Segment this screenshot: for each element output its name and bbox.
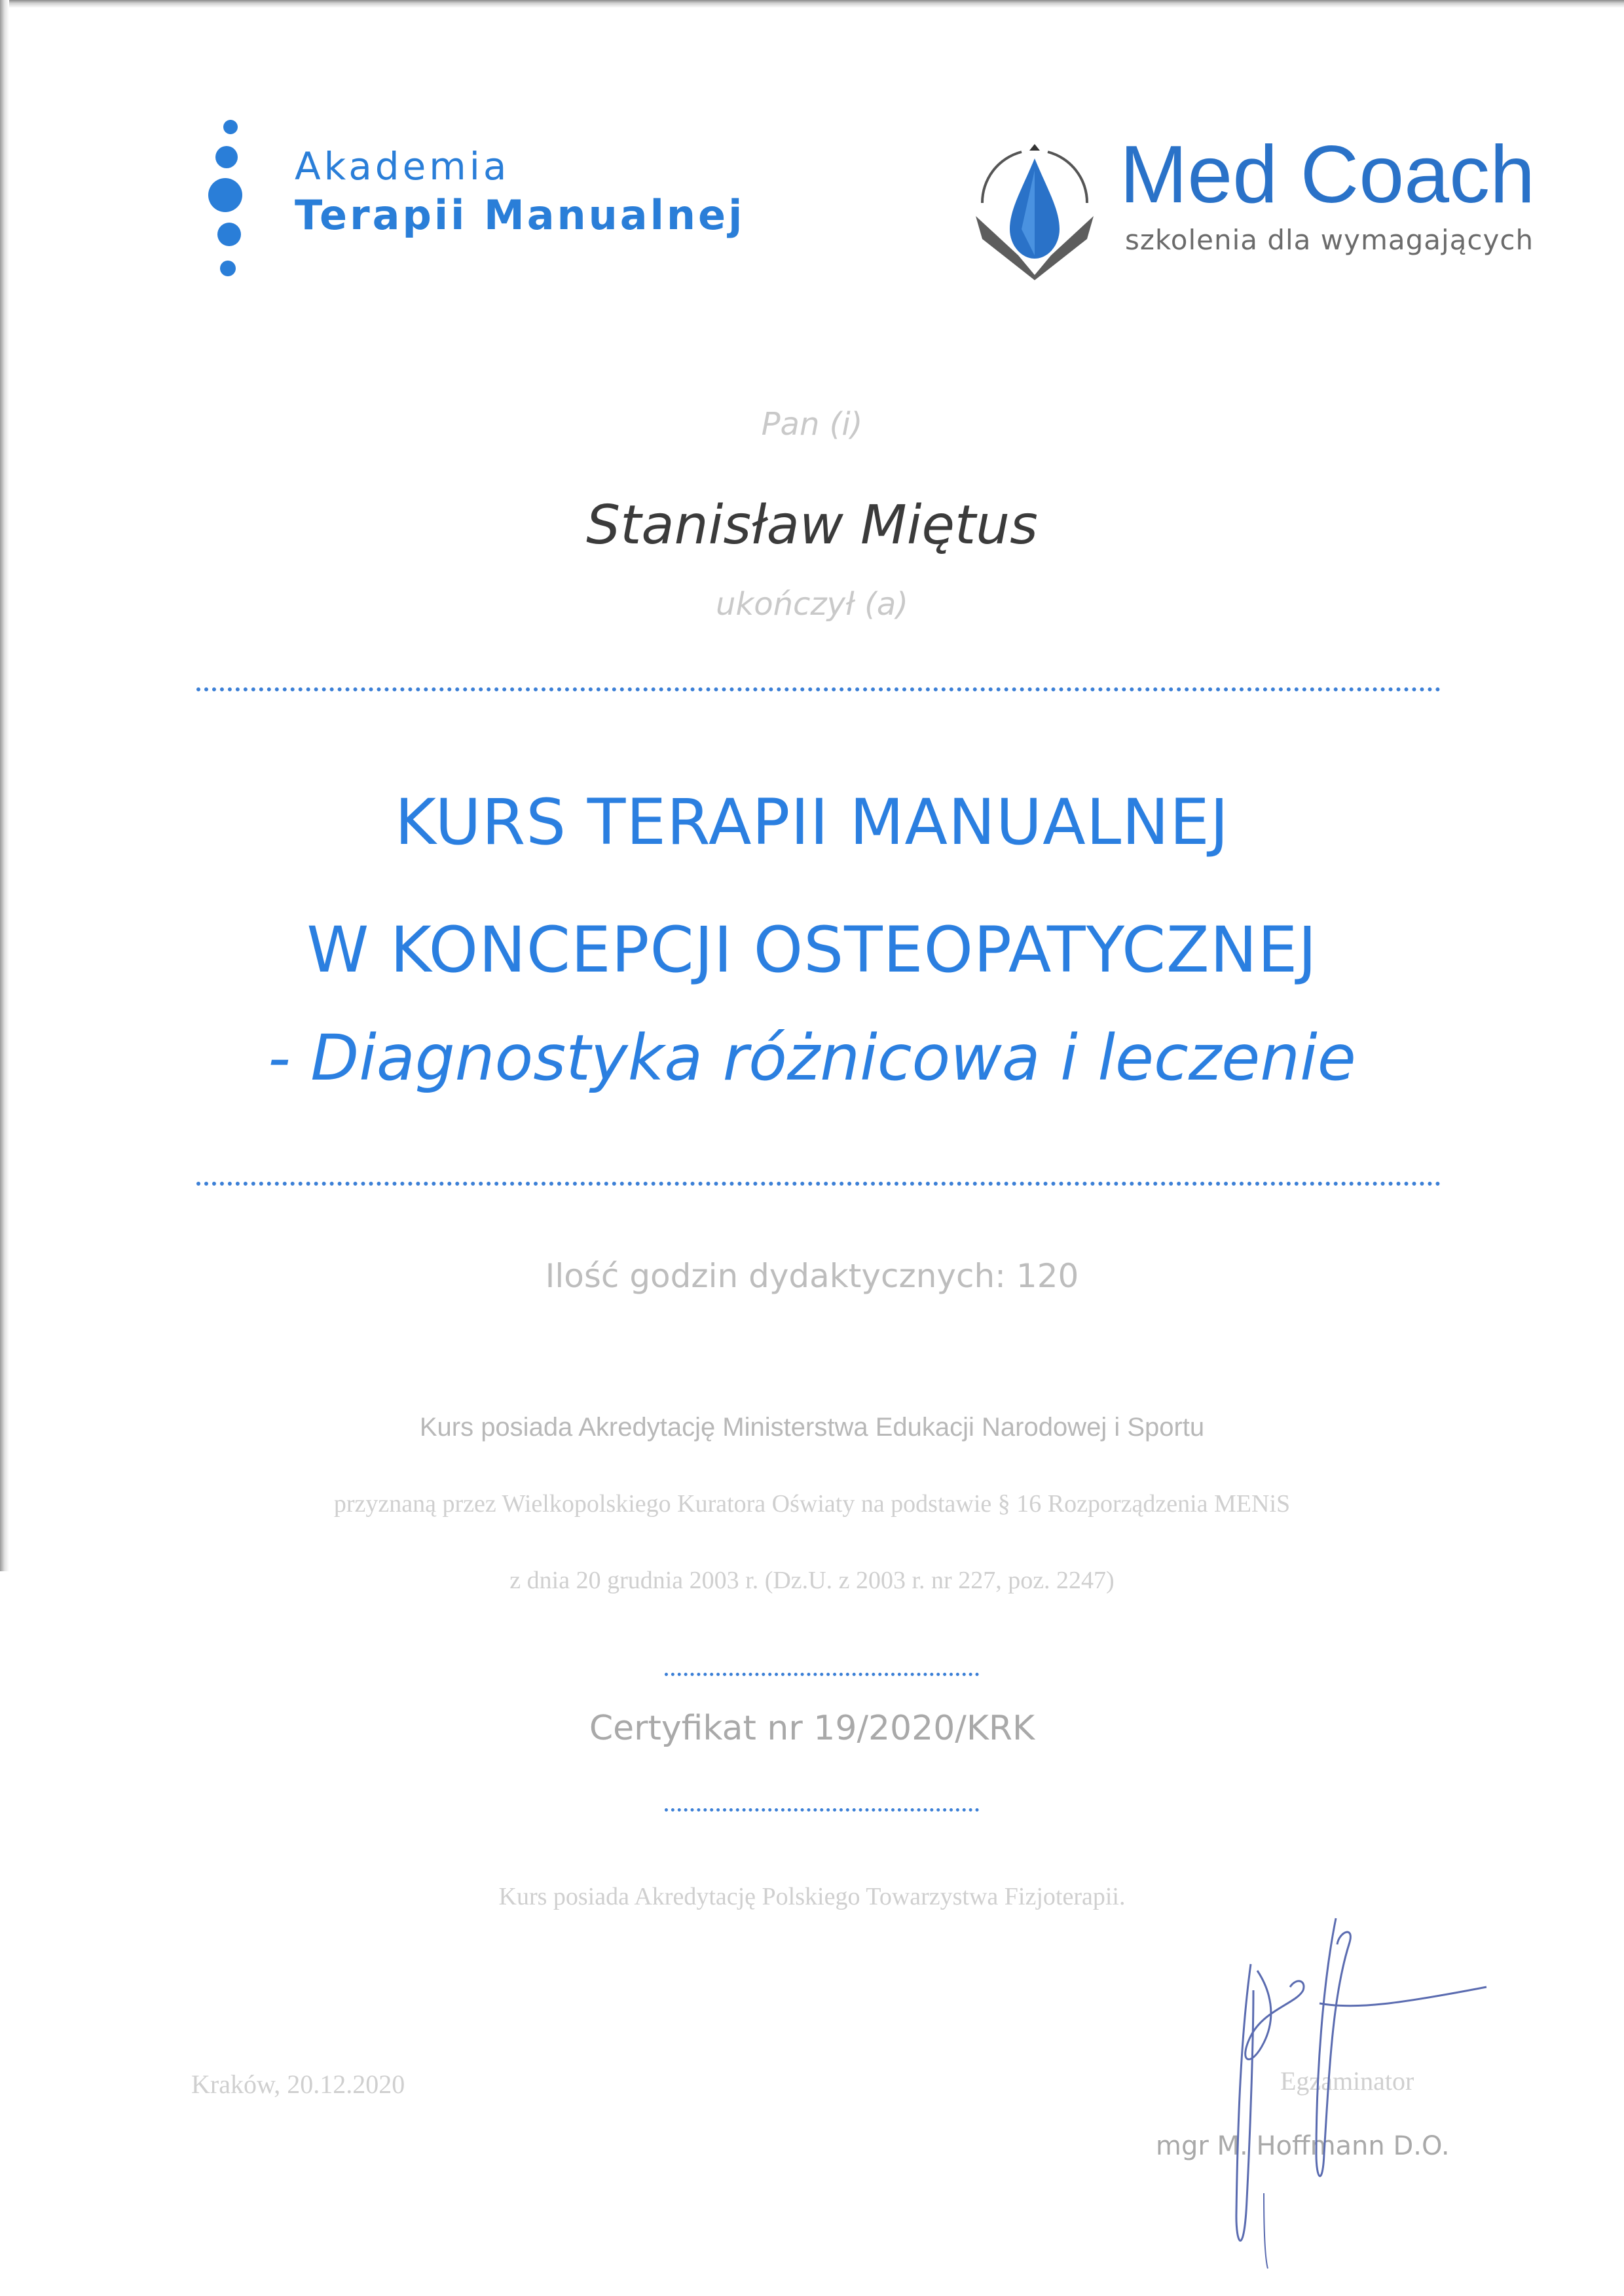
divider-bottom	[196, 1182, 1441, 1186]
medcoach-drop-emblem-icon	[956, 124, 1113, 282]
akademia-wordmark	[295, 144, 745, 240]
examiner-name: mgr M. Hoffmann D.O.	[1156, 2131, 1450, 2161]
akademia-name-line1: Akademia	[295, 144, 510, 189]
course-hours: Ilość godzin dydaktycznych: 120	[545, 1257, 1079, 1295]
examiner-role: Egzaminator	[1280, 2066, 1414, 2096]
medcoach-title: Med Coach	[1120, 130, 1536, 220]
place-and-date: Kraków, 20.12.2020	[191, 2069, 405, 2099]
ptf-accreditation: Kurs posiada Akredytację Polskiego Towarzystwa Fizjoterapii.	[498, 1883, 1126, 1910]
course-title-line1: KURS TERAPII MANUALNEJ	[394, 786, 1230, 859]
certificate-divider-bottom	[665, 1808, 979, 1812]
salutation-label: Pan (i)	[761, 406, 863, 443]
certificate-number: Certyfikat nr 19/2020/KRK	[589, 1709, 1035, 1748]
medcoach-tagline: szkolenia dla wymagających	[1125, 224, 1534, 256]
medcoach-logo	[943, 118, 1572, 288]
spine-dots-icon	[196, 118, 249, 288]
accreditation-line3: z dnia 20 grudnia 2003 r. (Dz.U. z 2003 r. nr 227, poz. 2247)	[509, 1567, 1115, 1594]
certificate-divider-top	[665, 1673, 979, 1676]
page-edge-top	[0, 0, 1624, 8]
accreditation-line2: przyznaną przez Wielkopolskiego Kuratora Oświaty na podstawie § 16 Rozporządzenia MENiS	[333, 1490, 1291, 1518]
divider-top	[196, 687, 1441, 691]
course-subtitle: - Diagnostyka różnicowa i leczenie	[268, 1021, 1356, 1095]
akademia-name-line2: Terapii Manualnej	[295, 191, 745, 239]
recipient-name: Stanisław Miętus	[586, 494, 1038, 556]
completed-label: ukończył (a)	[716, 586, 908, 623]
akademia-logo	[196, 118, 786, 288]
course-title-line2: W KONCEPCJI OSTEOPATYCZNEJ	[306, 913, 1318, 987]
handwritten-signature-icon	[1225, 1905, 1500, 2272]
accreditation-line1: Kurs posiada Akredytację Ministerstwa Edukacji Narodowej i Sportu	[419, 1413, 1205, 1442]
